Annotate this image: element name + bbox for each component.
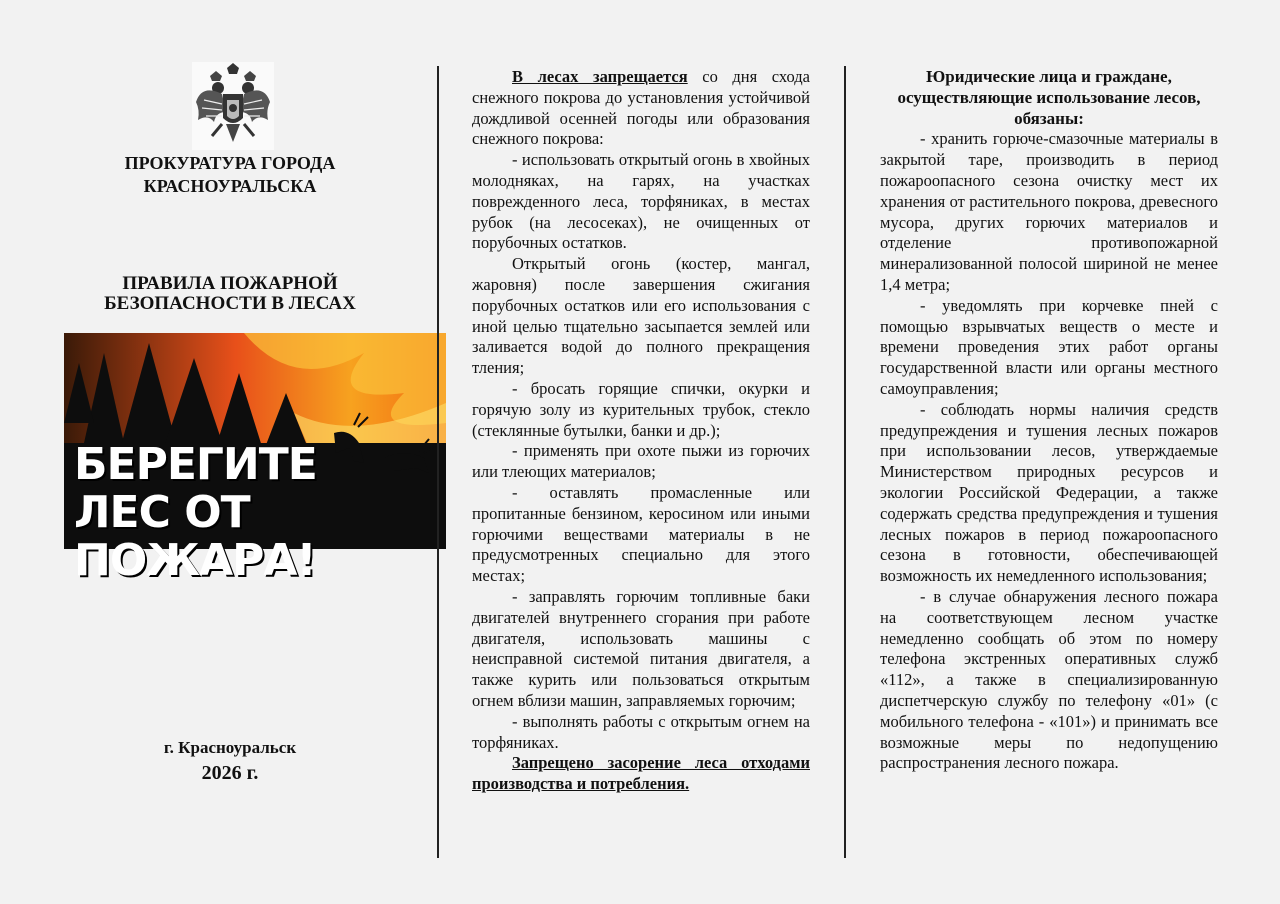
prohibition-item: - оставлять промасленные или пропитанные бензином, керосином или иными горючими веществами материалы в не предусмотренных специально для этого местах;	[472, 482, 810, 586]
obligation-item: - соблюдать нормы наличия средств предупреждения и тушения лесных пожаров при использовании лесов, утверждаемые Министерством природных ресурсов и экологии Российской Федерации, а также содержать средства предупреждения и тушения лесных пожаров в период пожароопасного сезона в готовности, обеспечивающей возможность их немедленного использования;	[880, 399, 1218, 586]
banner-line-1: БЕРЕГИТЕ	[74, 439, 317, 490]
prohibition-item: - заправлять горючим топливные баки двигателей внутреннего сгорания при работе двигателя, использовать машины с неисправной системой питания двигателя, а также курить или пользоваться открытым огнем вблизи машин, заправляемых горючим;	[472, 586, 810, 710]
city-name: г. Красноуральск	[163, 738, 297, 757]
rules-title-line-2: БЕЗОПАСНОСТИ В ЛЕСАХ	[104, 293, 356, 314]
prohibition-item: - использовать открытый огонь в хвойных молодняках, на гарях, на участках поврежденного леса, торфяниках, в местах рубок (на лесосеках), не очищенных от порубочных остатков.	[472, 150, 810, 253]
obligation-item: - в случае обнаружения лесного пожара на соответствующем лесном участке немедленно сообщать об этом по номеру телефона экстренных оперативных служб «112», а также в специализированную диспетчерскую службу по телефону «01» (с мобильного телефона - «101») и принимать все возможные меры по недопущению распространения лесного пожара.	[880, 586, 1218, 773]
column-divider-left	[437, 66, 439, 858]
obligations-heading: Юридические лица и граждане, осуществляющие использование лесов, обязаны:	[897, 67, 1201, 128]
org-line-1: ПРОКУРАТУРА ГОРОДА	[124, 153, 336, 173]
rules-title-line-1: ПРАВИЛА ПОЖАРНОЙ	[122, 273, 338, 294]
banner-line-2: ЛЕС ОТ ПОЖАРА!	[74, 487, 316, 586]
prohibition-item: - выполнять работы с открытым огнем на торфяниках.	[472, 711, 810, 752]
obligation-item: - хранить горюче-смазочные материалы в закрытой таре, производить в период пожароопасного сезона очистку мест их хранения от растительного покрова, древесного мусора, других горючих материалов и отделение противопожарной минерализованной полосой шириной не менее 1,4 метра;	[880, 129, 1218, 294]
cover-panel	[30, 0, 430, 904]
banner-slogan	[74, 441, 446, 585]
forest-fire-banner	[64, 333, 446, 586]
prohibition-item: Открытый огонь (костер, мангал, жаровня) после завершения сжигания порубочных остатков или его использования с иной целью тщательно засыпается землей или заливается водой до полного прекращения тления;	[472, 254, 810, 378]
coat-of-arms-icon	[192, 62, 274, 150]
rules-title	[30, 274, 430, 314]
prohibitions-intro-text: со дня схода снежного покрова до установления устойчивой дождливой осенней погоды или образования снежного покрова:	[472, 67, 811, 149]
year: 2026 г.	[201, 762, 259, 784]
prohibitions-column	[472, 67, 810, 795]
prohibition-item: - бросать горящие спички, окурки и горячую золу из курительных трубок, стекло (стеклянные бутылки, банки и др.);	[472, 378, 810, 440]
prohibition-item: - применять при охоте пыжи из горючих или тлеющих материалов;	[472, 441, 810, 482]
littering-prohibition: Запрещено засорение леса отходами производства и потребления.	[472, 753, 810, 794]
org-line-2: КРАСНОУРАЛЬСКА	[143, 176, 317, 196]
column-divider-right	[844, 66, 846, 858]
obligation-item: - уведомлять при корчевке пней с помощью взрывчатых веществ о месте и времени проведения этих работ органы государственной власти или органы местного самоуправления;	[880, 295, 1218, 398]
prohibitions-intro	[472, 67, 810, 150]
prohibitions-heading: В лесах запрещается	[512, 67, 688, 86]
obligations-column	[880, 67, 1218, 774]
prosecutor-office-name	[30, 152, 430, 198]
